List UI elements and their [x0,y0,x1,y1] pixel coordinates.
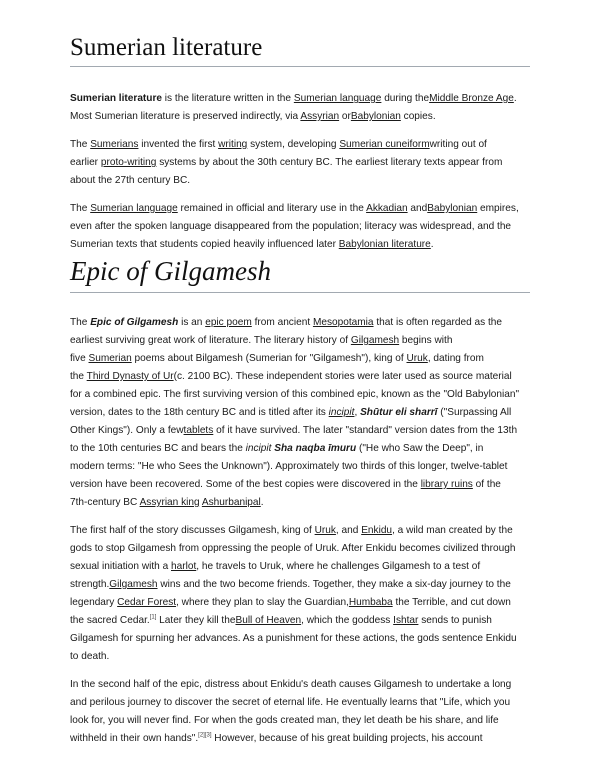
text-line [70,576,530,594]
text-line [70,440,530,458]
text-segment: Most Sumerian literature is preserved indirectly, via [70,111,301,122]
text-segment: Gilgamesh for spurning her advances. As a punishment for these actions, the gods sentence Enkidu [70,633,517,644]
wiki-link[interactable]: Middle Bronze Age [429,93,514,104]
text-segment: that is often regarded as the [373,317,503,328]
wiki-link[interactable]: Babylonian [427,203,478,214]
text-segment: remained in official and literary use in the [177,203,367,214]
text-segment: , where they plan to slay the Guardian, [176,597,349,608]
text-line [70,476,530,494]
text-line [70,612,530,630]
wiki-link[interactable]: Sumerian cuneiform [339,139,430,150]
text-segment: . [260,497,264,508]
text-line [70,558,530,576]
text-line [70,522,530,540]
text-segment: The [70,317,91,328]
wiki-link[interactable]: epic poem [205,317,252,328]
text-segment: and perilous journey to discover the secret of eternal life. He eventually learns that "Life, which you [70,697,511,708]
text-segment: Later they kill the [156,615,236,626]
wiki-link[interactable]: Gilgamesh [109,579,158,590]
text-line [70,172,530,190]
citation-reference[interactable]: [2][3] [198,732,212,739]
text-segment: to the 10th centuries BC and bears the [70,443,246,454]
wiki-link[interactable]: Akkadian [366,203,408,214]
text-segment: look for, you will never find. For when the gods created man, they let death be his share, and life [70,715,499,726]
text-segment: or [339,111,351,122]
text-segment: 7th-century BC [70,497,140,508]
text-line [70,200,530,218]
section-epic-of-gilgamesh-body [70,314,530,758]
wiki-link[interactable]: Enkidu [361,525,393,536]
text-line [70,350,530,368]
text-line [70,218,530,236]
text-segment: ("He who Saw the Deep", in [356,443,484,454]
text-segment: writing out of [429,139,487,150]
wiki-link[interactable]: harlot [171,561,197,572]
wiki-link[interactable]: proto-writing [100,157,157,168]
text-segment: . [430,239,434,250]
text-segment: the [70,371,87,382]
text-segment: , he travels to Uruk, where he challenges Gilgamesh to a test of [196,561,481,572]
text-segment: the sacred Cedar. [70,615,150,626]
text-segment: copies. [400,111,436,122]
text-segment: is an [178,317,206,328]
text-segment: The first half of the story discusses Gilgamesh, king of [70,525,315,536]
text-line [70,676,530,694]
text-segment: , and [335,525,362,536]
text-segment: , [354,407,361,418]
text-segment: , dating from [427,353,484,364]
wiki-link[interactable]: Sumerian language [293,93,382,104]
wiki-link[interactable]: Third Dynasty of Ur [86,371,174,382]
text-segment: The [70,139,91,150]
text-segment: The [70,203,91,214]
wiki-link[interactable]: Uruk [314,525,336,536]
wiki-link[interactable]: Assyrian king [139,497,200,508]
text-segment: of it have survived. The later "standard" version dates from the 13th [213,425,518,436]
text-line [70,404,530,422]
text-segment: incipit [245,443,272,454]
text-segment: Other Kings"). Only a few [70,425,184,436]
text-segment: for a combined epic. The first surviving version of this combined epic, known as the "Old Babylonian" [70,389,520,400]
text-line [70,108,530,126]
paragraph [70,522,530,666]
text-segment: ("Surpassing All [437,407,512,418]
wiki-link[interactable]: Ishtar [393,615,419,626]
text-line [70,154,530,172]
text-line [70,458,530,476]
text-segment: withheld in their own hands". [70,733,199,744]
text-line [70,386,530,404]
section-divider [70,292,530,293]
text-segment: version have been recovered. Some of the best copies were discovered in the [70,479,421,490]
citation-reference[interactable]: [1] [149,614,157,621]
text-line [70,90,530,108]
text-segment: legendary [70,597,118,608]
bold-text: Sha naqba īmuru [274,443,357,454]
section-sumerian-literature-body [70,90,530,264]
text-line [70,694,530,712]
text-line [70,730,530,748]
text-segment: about the 27th century BC. [70,175,191,186]
wiki-link[interactable]: Bull of Heaven [235,615,302,626]
text-segment: even after the spoken language disappeared from the population; literacy was widespread, and the [70,221,512,232]
text-segment: from ancient [251,317,313,328]
text-segment: system, developing [247,139,340,150]
text-segment: during the [381,93,430,104]
wiki-link[interactable]: Sumerians [90,139,139,150]
bold-text: Shūtur eli sharrī [360,407,438,418]
wiki-link[interactable]: Mesopotamia [312,317,374,328]
text-segment: systems by about the 30th century BC. The earliest literary texts appear from [156,157,503,168]
text-segment: . [513,93,517,104]
wiki-link[interactable]: Assyrian [300,111,340,122]
wiki-link[interactable]: Ashurbanipal [201,497,261,508]
text-line [70,136,530,154]
text-segment: , which the goddess [301,615,394,626]
wiki-link[interactable]: Cedar Forest [117,597,177,608]
text-line [70,630,530,648]
text-segment: begins with [399,335,453,346]
paragraph [70,676,530,748]
section-title-sumerian-literature: Sumerian literature [70,34,263,61]
text-line [70,422,530,440]
text-segment: empires, [477,203,519,214]
paragraph [70,200,530,254]
text-line [70,494,530,512]
section-title-epic-of-gilgamesh: Epic of Gilgamesh [70,256,271,286]
wiki-link[interactable]: Uruk [406,353,428,364]
text-segment: five [70,353,89,364]
text-segment: sends to punish [418,615,492,626]
paragraph [70,314,530,512]
wiki-link[interactable]: Humbaba [348,597,393,608]
text-segment: modern terms: "He who Sees the Unknown"). Approximately two thirds of this longer, twelve-tablet [70,461,508,472]
wiki-link[interactable]: Sumerian language [90,203,178,214]
wiki-link[interactable]: Babylonian literature [338,239,431,250]
text-segment: wins and the two become friends. Together, they make a six-day journey to the [157,579,511,590]
wiki-link[interactable]: writing [218,139,248,150]
text-segment: However, because of his great building projects, his account [211,733,483,744]
paragraph [70,90,530,126]
text-line [70,314,530,332]
text-line [70,236,530,254]
text-segment: version, dates to the 18th century BC and is titled after its [70,407,329,418]
bold-text: Epic of Gilgamesh [90,317,179,328]
text-segment: Sumerian texts that students copied heavily influenced later [70,239,339,250]
text-line [70,648,530,666]
text-segment: is the literature written in the [162,93,294,104]
text-segment: to death. [70,651,110,662]
wiki-link[interactable]: Gilgamesh [350,335,400,346]
text-segment: , a wild man created by the [392,525,513,536]
bold-text: Sumerian literature [70,93,162,104]
text-line [70,368,530,386]
text-line [70,540,530,558]
section-divider [70,66,530,67]
text-segment: poems about Bilgamesh (Sumerian for "Gilgamesh"), king of [131,353,407,364]
text-segment: of the [472,479,501,490]
text-segment: strength. [70,579,110,590]
wiki-link[interactable]: incipit [328,407,355,418]
text-segment: invented the first [138,139,219,150]
wiki-link[interactable]: Sumerian [88,353,132,364]
text-segment: the Terrible, and cut down [392,597,511,608]
wiki-link[interactable]: Babylonian [350,111,401,122]
text-segment: gods to stop Gilgamesh from oppressing the people of Uruk. After Enkidu becomes civilized through [70,543,516,554]
paragraph [70,136,530,190]
text-segment: (c. 2100 BC). These independent stories were later used as source material [173,371,512,382]
wiki-link[interactable]: tablets [183,425,214,436]
text-segment: and [407,203,428,214]
text-segment: earlier [70,157,101,168]
text-segment: earliest surviving great work of literature. The literary history of [70,335,351,346]
text-line [70,712,530,730]
text-segment: sexual initiation with a [70,561,171,572]
wiki-link[interactable]: library ruins [420,479,473,490]
text-segment: In the second half of the epic, distress about Enkidu's death causes Gilgamesh to undertake a long [70,679,512,690]
text-line [70,594,530,612]
text-line [70,332,530,350]
